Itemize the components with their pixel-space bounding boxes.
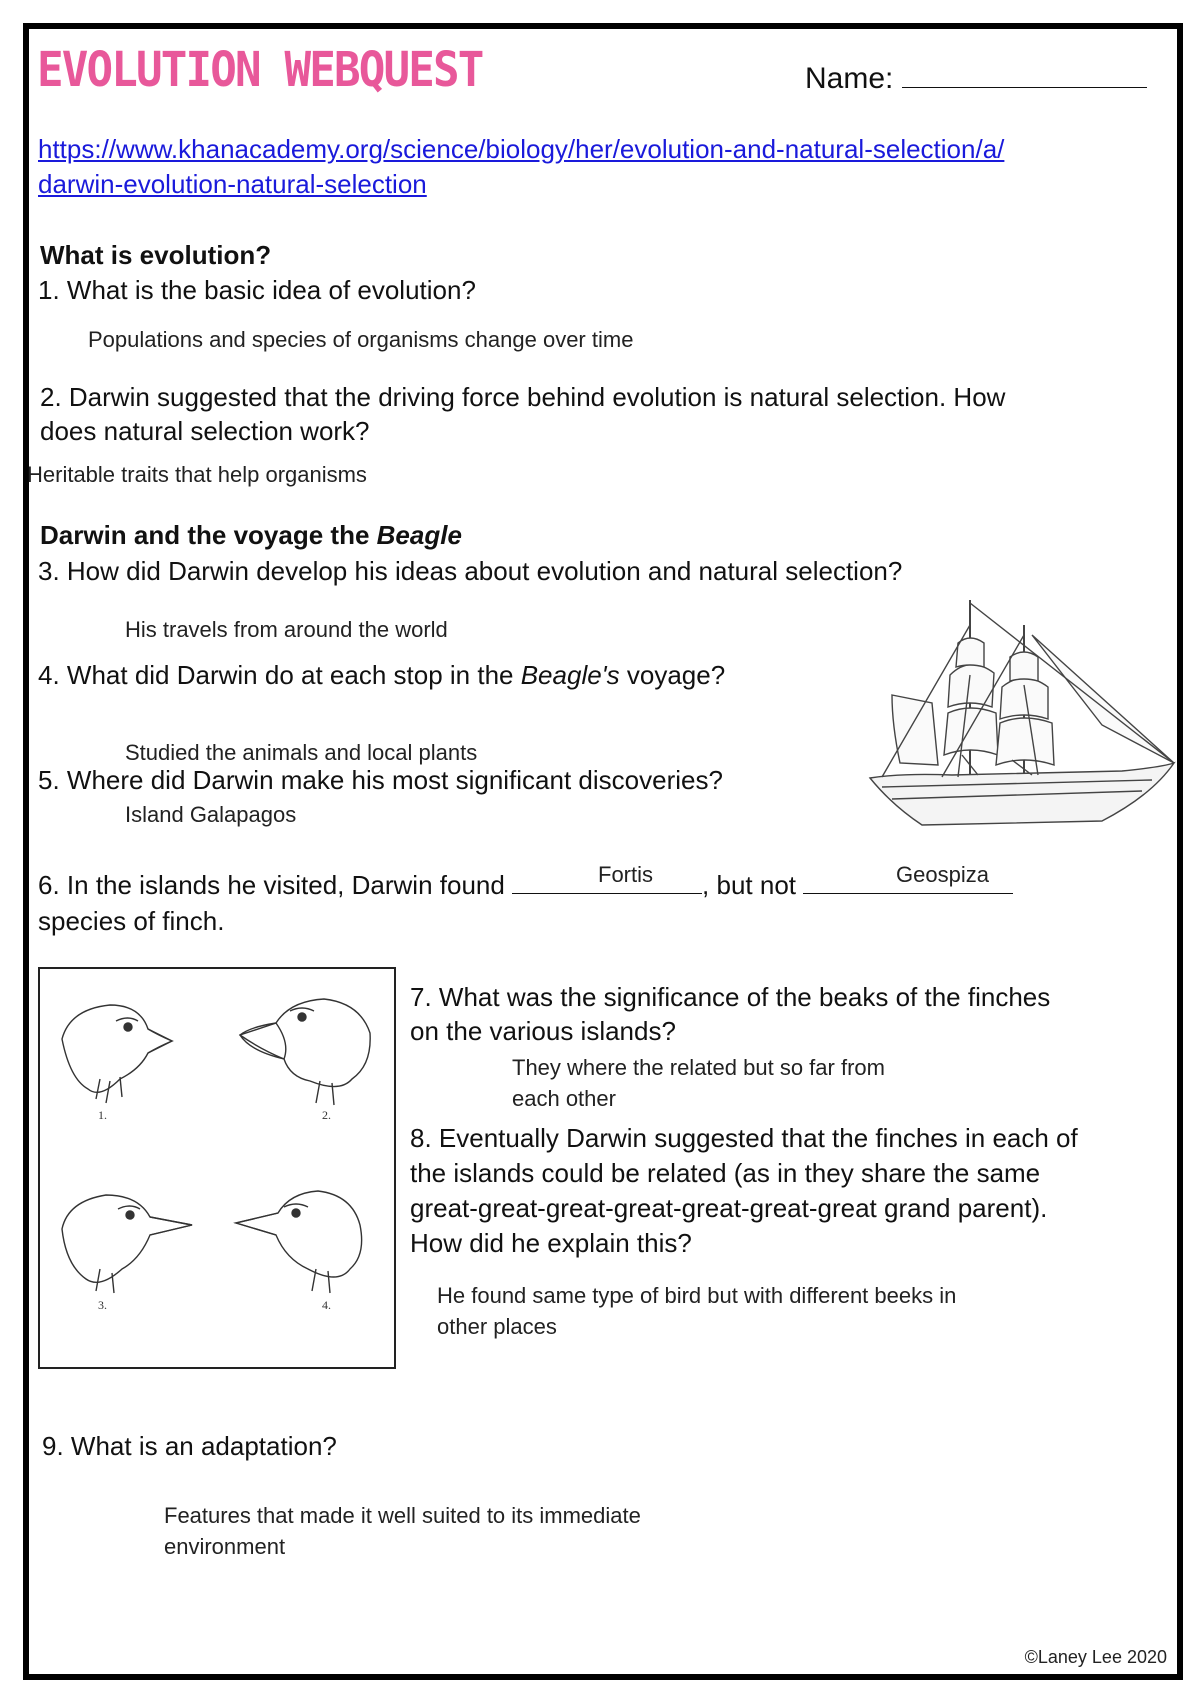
answer-6-blank2[interactable]: Geospiza bbox=[896, 862, 989, 887]
question-7-line1: 7. What was the significance of the beaks of the finches bbox=[410, 982, 1051, 1012]
question-8-line1: 8. Eventually Darwin suggested that the finches in each of bbox=[410, 1123, 1078, 1153]
section-heading-beagle bbox=[40, 520, 462, 551]
q6-blank-1[interactable] bbox=[512, 893, 702, 894]
finch-beaks-figure bbox=[38, 967, 396, 1369]
finch-3-drawing bbox=[62, 1195, 192, 1293]
section-heading-evolution: What is evolution? bbox=[40, 240, 272, 270]
question-3: 3. How did Darwin develop his ideas about evolution and natural selection? bbox=[38, 556, 903, 586]
answer-5[interactable]: Island Galapagos bbox=[125, 802, 297, 827]
name-blank[interactable] bbox=[902, 87, 1147, 88]
q6-part2: , but not bbox=[702, 870, 804, 900]
copyright-footer: ©Laney Lee 2020 bbox=[1024, 1647, 1167, 1667]
question-2-line2: does natural selection work? bbox=[40, 416, 370, 446]
finch-4-drawing bbox=[236, 1191, 362, 1293]
question-2-line1: 2. Darwin suggested that the driving force behind evolution is natural selection. How bbox=[40, 382, 1006, 412]
q6-part1: 6. In the islands he visited, Darwin found bbox=[38, 870, 513, 900]
ship-illustration bbox=[862, 595, 1182, 845]
name-field[interactable] bbox=[805, 62, 1147, 96]
question-8-line3: great-great-great-great-great-great-great grand parent). bbox=[410, 1193, 1048, 1223]
question-4 bbox=[38, 658, 725, 692]
finch-label-2: 2. bbox=[322, 1108, 331, 1122]
answer-6-blank1[interactable]: Fortis bbox=[598, 862, 653, 887]
finch-1-drawing bbox=[62, 1005, 172, 1103]
answer-8-line1[interactable]: He found same type of bird but with different beeks in bbox=[437, 1283, 957, 1308]
answer-8-line2[interactable]: other places bbox=[437, 1314, 557, 1339]
answer-3[interactable]: His travels from around the world bbox=[125, 617, 448, 642]
finch-label-4: 4. bbox=[322, 1298, 331, 1312]
source-link-line1[interactable]: https://www.khanacademy.org/science/biology/her/evolution-and-natural-selection/a/ bbox=[38, 134, 1005, 164]
answer-7-line2[interactable]: each other bbox=[512, 1086, 616, 1111]
question-9: 9. What is an adaptation? bbox=[42, 1431, 337, 1461]
question-5: 5. Where did Darwin make his most significant discoveries? bbox=[38, 765, 723, 795]
heading-italic-beagle: Beagle bbox=[376, 520, 462, 550]
question-1: 1. What is the basic idea of evolution? bbox=[38, 275, 476, 305]
question-6-line2: species of finch. bbox=[38, 906, 225, 936]
finch-label-3: 3. bbox=[98, 1298, 107, 1312]
heading-text: Darwin and the voyage the bbox=[40, 520, 377, 550]
q4-text: 4. What did Darwin do at each stop in the bbox=[38, 660, 521, 690]
question-8-line2: the islands could be related (as in they share the same bbox=[410, 1158, 1041, 1188]
answer-2[interactable]: Heritable traits that help organisms bbox=[27, 462, 367, 487]
q4-italic: Beagle's bbox=[520, 660, 620, 690]
name-label: Name: bbox=[805, 62, 902, 95]
answer-4[interactable]: Studied the animals and local plants bbox=[125, 740, 478, 765]
finch-label-1: 1. bbox=[98, 1108, 107, 1122]
question-7-line2: on the various islands? bbox=[410, 1016, 676, 1046]
question-8-line4: How did he explain this? bbox=[410, 1228, 692, 1258]
q6-blank-2[interactable] bbox=[803, 893, 1013, 894]
answer-9-line1[interactable]: Features that made it well suited to its immediate bbox=[164, 1503, 641, 1528]
page-title: EVOLUTION WEBQUEST bbox=[37, 42, 483, 98]
finch-2-drawing bbox=[240, 999, 370, 1105]
answer-7-line1[interactable]: They where the related but so far from bbox=[512, 1055, 885, 1080]
finch-drawings bbox=[40, 969, 394, 1367]
source-link-line2[interactable]: darwin-evolution-natural-selection bbox=[38, 169, 427, 199]
answer-1[interactable]: Populations and species of organisms change over time bbox=[88, 327, 634, 352]
question-6-line1 bbox=[38, 868, 1013, 902]
answer-9-line2[interactable]: environment bbox=[164, 1534, 286, 1559]
q4-suffix: voyage? bbox=[619, 660, 726, 690]
